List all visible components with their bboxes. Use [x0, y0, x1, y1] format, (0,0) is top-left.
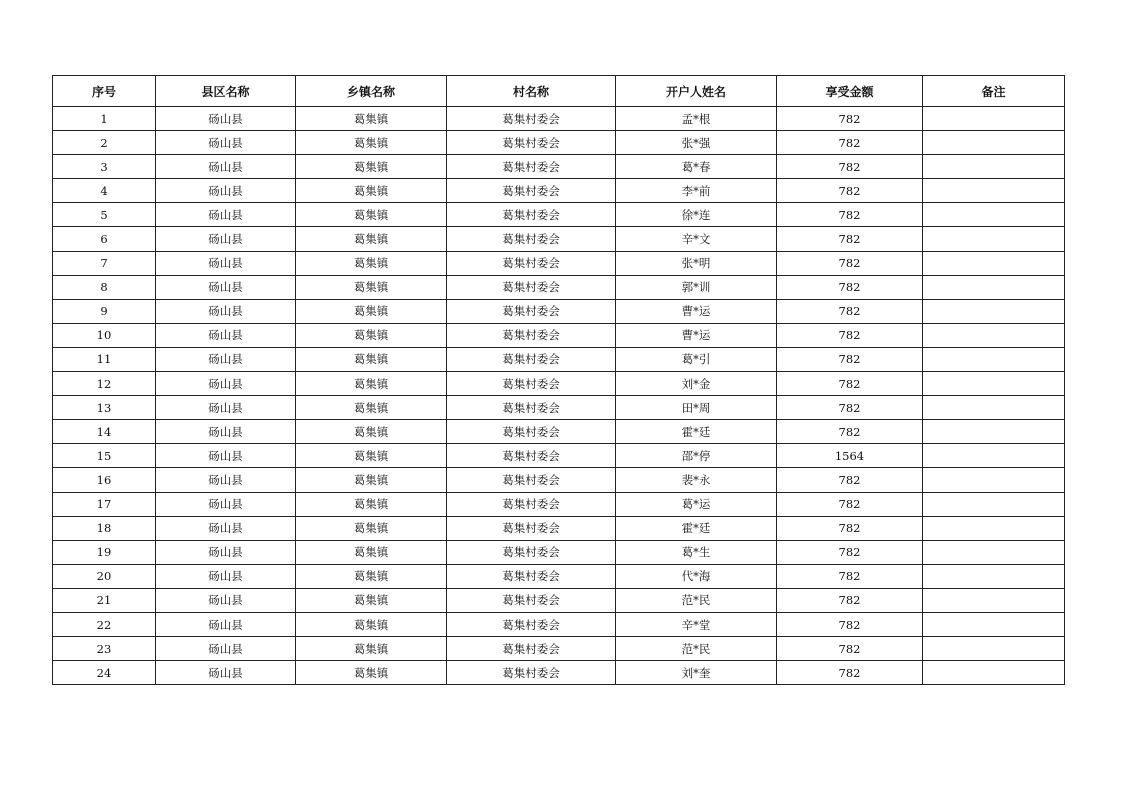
cell-amount: 1564 [777, 444, 923, 468]
cell-remarks [923, 275, 1065, 299]
header-county: 县区名称 [156, 76, 296, 107]
header-row [53, 76, 1065, 107]
cell-town: 葛集镇 [296, 131, 447, 155]
cell-county: 砀山县 [156, 516, 296, 540]
cell-town: 葛集镇 [296, 588, 447, 612]
table-row [53, 203, 1065, 227]
table-row [53, 155, 1065, 179]
cell-county: 砀山县 [156, 492, 296, 516]
cell-remarks [923, 564, 1065, 588]
cell-index: 4 [53, 179, 156, 203]
table-row [53, 299, 1065, 323]
cell-remarks [923, 131, 1065, 155]
cell-county: 砀山县 [156, 155, 296, 179]
header-village: 村名称 [447, 76, 616, 107]
cell-town: 葛集镇 [296, 275, 447, 299]
cell-village: 葛集村委会 [447, 588, 616, 612]
cell-index: 16 [53, 468, 156, 492]
cell-village: 葛集村委会 [447, 372, 616, 396]
cell-county: 砀山县 [156, 107, 296, 131]
cell-index: 8 [53, 275, 156, 299]
cell-remarks [923, 612, 1065, 636]
cell-village: 葛集村委会 [447, 347, 616, 371]
cell-village: 葛集村委会 [447, 564, 616, 588]
header-town: 乡镇名称 [296, 76, 447, 107]
cell-county: 砀山县 [156, 323, 296, 347]
cell-amount: 782 [777, 179, 923, 203]
cell-index: 2 [53, 131, 156, 155]
table-body [53, 107, 1065, 685]
cell-account-holder: 刘*金 [616, 372, 777, 396]
cell-town: 葛集镇 [296, 323, 447, 347]
cell-index: 23 [53, 637, 156, 661]
cell-county: 砀山县 [156, 612, 296, 636]
cell-town: 葛集镇 [296, 251, 447, 275]
cell-account-holder: 葛*引 [616, 347, 777, 371]
table-row [53, 372, 1065, 396]
cell-account-holder: 范*民 [616, 637, 777, 661]
cell-town: 葛集镇 [296, 396, 447, 420]
cell-amount: 782 [777, 131, 923, 155]
beneficiary-table [52, 75, 1065, 685]
cell-county: 砀山县 [156, 588, 296, 612]
table-row [53, 396, 1065, 420]
cell-index: 11 [53, 347, 156, 371]
cell-account-holder: 葛*运 [616, 492, 777, 516]
cell-amount: 782 [777, 251, 923, 275]
cell-remarks [923, 251, 1065, 275]
cell-index: 17 [53, 492, 156, 516]
cell-amount: 782 [777, 612, 923, 636]
cell-amount: 782 [777, 203, 923, 227]
cell-remarks [923, 347, 1065, 371]
cell-village: 葛集村委会 [447, 444, 616, 468]
cell-remarks [923, 516, 1065, 540]
cell-amount: 782 [777, 107, 923, 131]
cell-index: 14 [53, 420, 156, 444]
header-index: 序号 [53, 76, 156, 107]
cell-account-holder: 裴*永 [616, 468, 777, 492]
cell-index: 21 [53, 588, 156, 612]
table-row [53, 251, 1065, 275]
cell-village: 葛集村委会 [447, 516, 616, 540]
cell-index: 5 [53, 203, 156, 227]
cell-account-holder: 李*前 [616, 179, 777, 203]
table-row [53, 347, 1065, 371]
cell-town: 葛集镇 [296, 468, 447, 492]
cell-county: 砀山县 [156, 347, 296, 371]
cell-village: 葛集村委会 [447, 227, 616, 251]
cell-account-holder: 张*明 [616, 251, 777, 275]
cell-remarks [923, 492, 1065, 516]
cell-amount: 782 [777, 396, 923, 420]
cell-town: 葛集镇 [296, 299, 447, 323]
cell-remarks [923, 540, 1065, 564]
cell-county: 砀山县 [156, 396, 296, 420]
table-row [53, 637, 1065, 661]
cell-town: 葛集镇 [296, 347, 447, 371]
header-amount: 享受金额 [777, 76, 923, 107]
cell-county: 砀山县 [156, 564, 296, 588]
cell-index: 20 [53, 564, 156, 588]
table-header [53, 76, 1065, 107]
cell-village: 葛集村委会 [447, 203, 616, 227]
table-row [53, 612, 1065, 636]
table-row [53, 540, 1065, 564]
cell-account-holder: 郭*训 [616, 275, 777, 299]
cell-account-holder: 孟*根 [616, 107, 777, 131]
cell-county: 砀山县 [156, 444, 296, 468]
cell-remarks [923, 203, 1065, 227]
cell-county: 砀山县 [156, 468, 296, 492]
cell-account-holder: 邵*停 [616, 444, 777, 468]
cell-account-holder: 范*民 [616, 588, 777, 612]
cell-remarks [923, 179, 1065, 203]
cell-town: 葛集镇 [296, 420, 447, 444]
cell-account-holder: 曹*运 [616, 323, 777, 347]
cell-amount: 782 [777, 516, 923, 540]
cell-amount: 782 [777, 588, 923, 612]
cell-amount: 782 [777, 540, 923, 564]
table-row [53, 323, 1065, 347]
cell-town: 葛集镇 [296, 637, 447, 661]
cell-amount: 782 [777, 492, 923, 516]
cell-remarks [923, 299, 1065, 323]
table-row [53, 227, 1065, 251]
cell-county: 砀山县 [156, 637, 296, 661]
cell-index: 9 [53, 299, 156, 323]
cell-village: 葛集村委会 [447, 155, 616, 179]
cell-amount: 782 [777, 661, 923, 685]
table-row [53, 468, 1065, 492]
cell-remarks [923, 107, 1065, 131]
cell-village: 葛集村委会 [447, 299, 616, 323]
cell-account-holder: 张*强 [616, 131, 777, 155]
cell-village: 葛集村委会 [447, 492, 616, 516]
cell-county: 砀山县 [156, 179, 296, 203]
cell-town: 葛集镇 [296, 372, 447, 396]
cell-account-holder: 徐*连 [616, 203, 777, 227]
cell-remarks [923, 588, 1065, 612]
cell-index: 6 [53, 227, 156, 251]
cell-remarks [923, 396, 1065, 420]
table-row [53, 588, 1065, 612]
cell-county: 砀山县 [156, 227, 296, 251]
cell-county: 砀山县 [156, 251, 296, 275]
table-row [53, 131, 1065, 155]
table-row [53, 420, 1065, 444]
table-row [53, 564, 1065, 588]
cell-town: 葛集镇 [296, 444, 447, 468]
cell-village: 葛集村委会 [447, 323, 616, 347]
cell-village: 葛集村委会 [447, 612, 616, 636]
cell-amount: 782 [777, 564, 923, 588]
cell-account-holder: 代*海 [616, 564, 777, 588]
cell-county: 砀山县 [156, 275, 296, 299]
table-row [53, 179, 1065, 203]
table-row [53, 107, 1065, 131]
header-remarks: 备注 [923, 76, 1065, 107]
cell-amount: 782 [777, 372, 923, 396]
cell-county: 砀山县 [156, 203, 296, 227]
table-row [53, 492, 1065, 516]
cell-town: 葛集镇 [296, 661, 447, 685]
cell-village: 葛集村委会 [447, 251, 616, 275]
cell-county: 砀山县 [156, 299, 296, 323]
cell-amount: 782 [777, 468, 923, 492]
cell-remarks [923, 420, 1065, 444]
cell-village: 葛集村委会 [447, 661, 616, 685]
cell-amount: 782 [777, 227, 923, 251]
cell-county: 砀山县 [156, 372, 296, 396]
table-row [53, 444, 1065, 468]
header-account-holder: 开户人姓名 [616, 76, 777, 107]
cell-town: 葛集镇 [296, 107, 447, 131]
table-row [53, 275, 1065, 299]
cell-town: 葛集镇 [296, 612, 447, 636]
cell-village: 葛集村委会 [447, 396, 616, 420]
cell-account-holder: 辛*堂 [616, 612, 777, 636]
cell-town: 葛集镇 [296, 179, 447, 203]
cell-remarks [923, 661, 1065, 685]
cell-village: 葛集村委会 [447, 131, 616, 155]
cell-town: 葛集镇 [296, 227, 447, 251]
cell-index: 3 [53, 155, 156, 179]
cell-amount: 782 [777, 323, 923, 347]
cell-village: 葛集村委会 [447, 420, 616, 444]
cell-remarks [923, 155, 1065, 179]
cell-village: 葛集村委会 [447, 540, 616, 564]
cell-account-holder: 田*周 [616, 396, 777, 420]
cell-county: 砀山县 [156, 420, 296, 444]
cell-index: 22 [53, 612, 156, 636]
cell-account-holder: 葛*生 [616, 540, 777, 564]
cell-amount: 782 [777, 299, 923, 323]
table-row [53, 661, 1065, 685]
cell-remarks [923, 323, 1065, 347]
cell-village: 葛集村委会 [447, 468, 616, 492]
cell-remarks [923, 372, 1065, 396]
cell-index: 15 [53, 444, 156, 468]
cell-index: 1 [53, 107, 156, 131]
cell-account-holder: 刘*奎 [616, 661, 777, 685]
cell-amount: 782 [777, 155, 923, 179]
cell-account-holder: 曹*运 [616, 299, 777, 323]
cell-remarks [923, 444, 1065, 468]
cell-village: 葛集村委会 [447, 179, 616, 203]
cell-town: 葛集镇 [296, 516, 447, 540]
cell-town: 葛集镇 [296, 564, 447, 588]
cell-index: 7 [53, 251, 156, 275]
cell-county: 砀山县 [156, 661, 296, 685]
cell-village: 葛集村委会 [447, 637, 616, 661]
cell-account-holder: 葛*春 [616, 155, 777, 179]
cell-town: 葛集镇 [296, 492, 447, 516]
cell-remarks [923, 637, 1065, 661]
cell-amount: 782 [777, 347, 923, 371]
table-row [53, 516, 1065, 540]
cell-amount: 782 [777, 420, 923, 444]
cell-account-holder: 霍*廷 [616, 516, 777, 540]
cell-town: 葛集镇 [296, 155, 447, 179]
cell-index: 13 [53, 396, 156, 420]
cell-remarks [923, 227, 1065, 251]
cell-index: 24 [53, 661, 156, 685]
cell-index: 18 [53, 516, 156, 540]
cell-index: 10 [53, 323, 156, 347]
cell-account-holder: 霍*廷 [616, 420, 777, 444]
cell-village: 葛集村委会 [447, 107, 616, 131]
cell-county: 砀山县 [156, 131, 296, 155]
cell-index: 19 [53, 540, 156, 564]
cell-county: 砀山县 [156, 540, 296, 564]
cell-account-holder: 辛*文 [616, 227, 777, 251]
cell-town: 葛集镇 [296, 203, 447, 227]
cell-remarks [923, 468, 1065, 492]
cell-amount: 782 [777, 637, 923, 661]
cell-village: 葛集村委会 [447, 275, 616, 299]
cell-index: 12 [53, 372, 156, 396]
cell-town: 葛集镇 [296, 540, 447, 564]
cell-amount: 782 [777, 275, 923, 299]
